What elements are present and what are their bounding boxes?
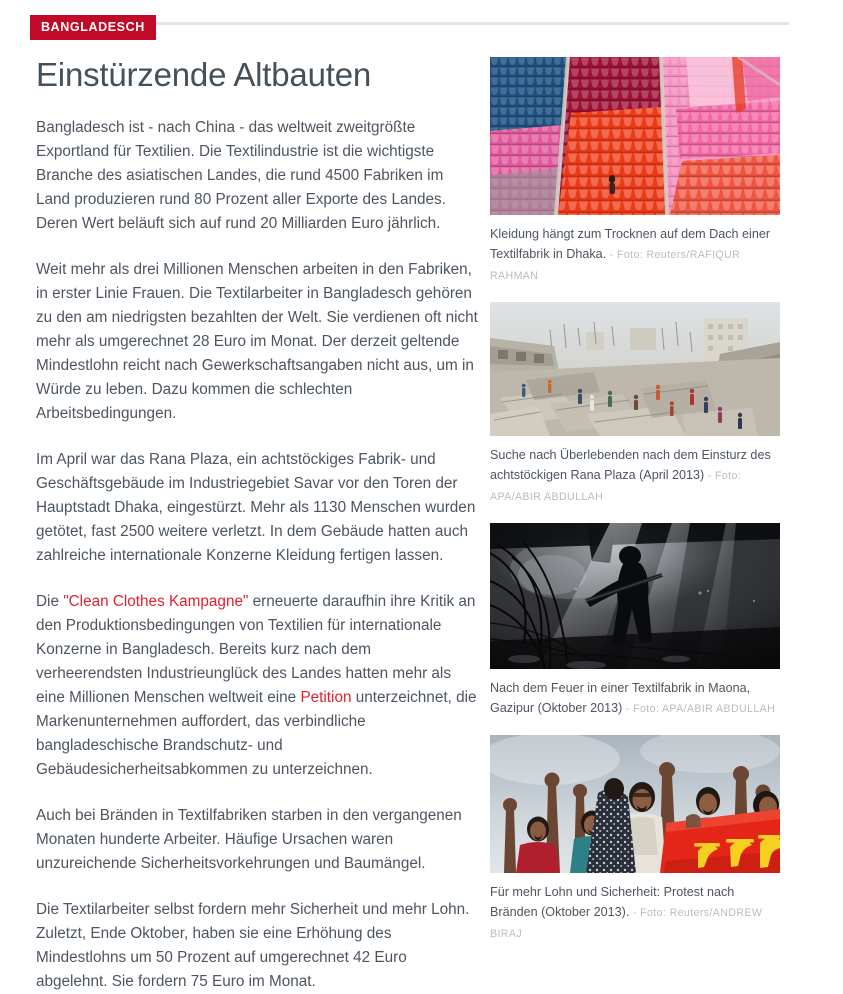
media-item <box>490 523 780 719</box>
link-par-lead-text: Die <box>36 592 64 610</box>
media-item <box>490 735 780 944</box>
media-caption <box>490 678 780 719</box>
article-header <box>0 0 843 46</box>
header-divider <box>130 22 789 25</box>
photo-protest-red-banner-icon <box>490 735 780 873</box>
caption-credit: - Foto: Reuters/RAFIQUR RAHMAN <box>490 249 741 282</box>
photo-fabric-drying-rooftop-icon <box>490 57 780 215</box>
photo-rana-plaza-rubble[interactable] <box>490 302 780 436</box>
caption-text: Suche nach Überlebenden nach dem Einsturz des achtstöckigen Rana Plaza (April 2013) <box>490 448 771 482</box>
page-title: Einstürzende Altbauten <box>36 56 372 93</box>
media-caption <box>490 882 780 944</box>
media-caption <box>490 445 780 507</box>
caption-credit: - Foto: Reuters/ANDREW BIRAJ <box>490 907 763 940</box>
paragraph-with-links <box>36 590 478 782</box>
petition-link[interactable]: Petition <box>300 688 352 706</box>
paragraph-2: Weit mehr als drei Millionen Menschen arbeiten in den Fabriken, in erster Linie Frauen. Die Textilarbeiter in Bangladesch gehören zu den am niedrigsten bezahlten der Welt. Sie verdienen oft nicht mehr als umgerechnet 28 Euro im Monat. Der derzeit geltende Mindestlohn reicht nach Gewerkschaftsangaben nicht aus, um in Würde zu leben. Dazu kommen die schlechten Arbeitsbedingungen. <box>36 260 478 422</box>
photo-protest-red-banner[interactable] <box>490 735 780 873</box>
paragraph-3: Im April war das Rana Plaza, ein achtstöckiges Fabrik- und Geschäftsgebäude im Industriegebiet Savar vor den Toren der Hauptstadt Dhaka, eingestürzt. Mehr als 1130 Menschen wurden getötet, fast 2500 weitere verletzt. In dem Gebäude hatten auch zahlreiche internationale Konzerne Kleidung fertigen lassen. <box>36 450 476 564</box>
clean-clothes-kampagne-link[interactable]: "Clean Clothes Kampagne" <box>63 592 249 610</box>
media-column <box>490 57 780 960</box>
category-tag-bangladesch[interactable]: BANGLADESCH <box>30 15 156 40</box>
paragraph-4: Auch bei Bränden in Textilfabriken starben in den vergangenen Monaten hunderte Arbeiter. Häufige Ursachen waren unzureichende Sicherheitsvorkehrungen und Baumängel. <box>36 806 462 872</box>
caption-text: Kleidung hängt zum Trocknen auf dem Dach einer Textilfabrik in Dhaka. <box>490 227 771 261</box>
photo-rana-plaza-rubble-icon <box>490 302 780 436</box>
photo-burned-factory-interior-icon <box>490 523 780 669</box>
link-par-trailing-text: unterzeichnet, die Markenunternehmen auffordert, das verbindliche bangladeschische Brandschutz- und Gebäudesicherheitsabkommen zu unterzeichnen. <box>36 688 477 778</box>
media-item <box>490 57 780 286</box>
paragraph-5: Die Textilarbeiter selbst fordern mehr Sicherheit und mehr Lohn. Zuletzt, Ende Oktober, haben sie eine Erhöhung des Mindestlohns um 50 Prozent auf umgerechnet 42 Euro abgelehnt. Sie fordern 75 Euro im Monat. <box>36 900 470 990</box>
article-text-column <box>36 56 478 994</box>
caption-credit: - Foto: APA/ABIR ABDULLAH <box>625 703 776 715</box>
caption-credit: - Foto: APA/ABIR ABDULLAH <box>490 470 742 503</box>
caption-text: Nach dem Feuer in einer Textilfabrik in Maona, Gazipur (Oktober 2013) <box>490 681 751 715</box>
paragraph-1: Bangladesch ist - nach China - das weltweit zweitgrößte Exportland für Textilien. Die Textilindustrie ist die wichtigste Branche des asiatischen Landes, die rund 4500 Fabriken im Land produzieren rund 80 Prozent aller Exporte des Landes. Deren Wert beläuft sich auf rund 20 Milliarden Euro jährlich. <box>36 118 446 232</box>
media-caption <box>490 224 780 286</box>
media-item <box>490 302 780 507</box>
link-par-middle-text: erneuerte daraufhin ihre Kritik an den Produktionsbedingungen von Textilien für internationale Konzerne in Bangladesch. Bereits kurz nach dem verheerendsten Industrieunglück des Landes hatten mehr als eine Millionen Menschen weltweit eine <box>36 592 476 706</box>
photo-fabric-drying-rooftop[interactable] <box>490 57 780 215</box>
photo-burned-factory-interior[interactable] <box>490 523 780 669</box>
caption-text: Für mehr Lohn und Sicherheit: Protest nach Bränden (Oktober 2013). <box>490 885 735 919</box>
